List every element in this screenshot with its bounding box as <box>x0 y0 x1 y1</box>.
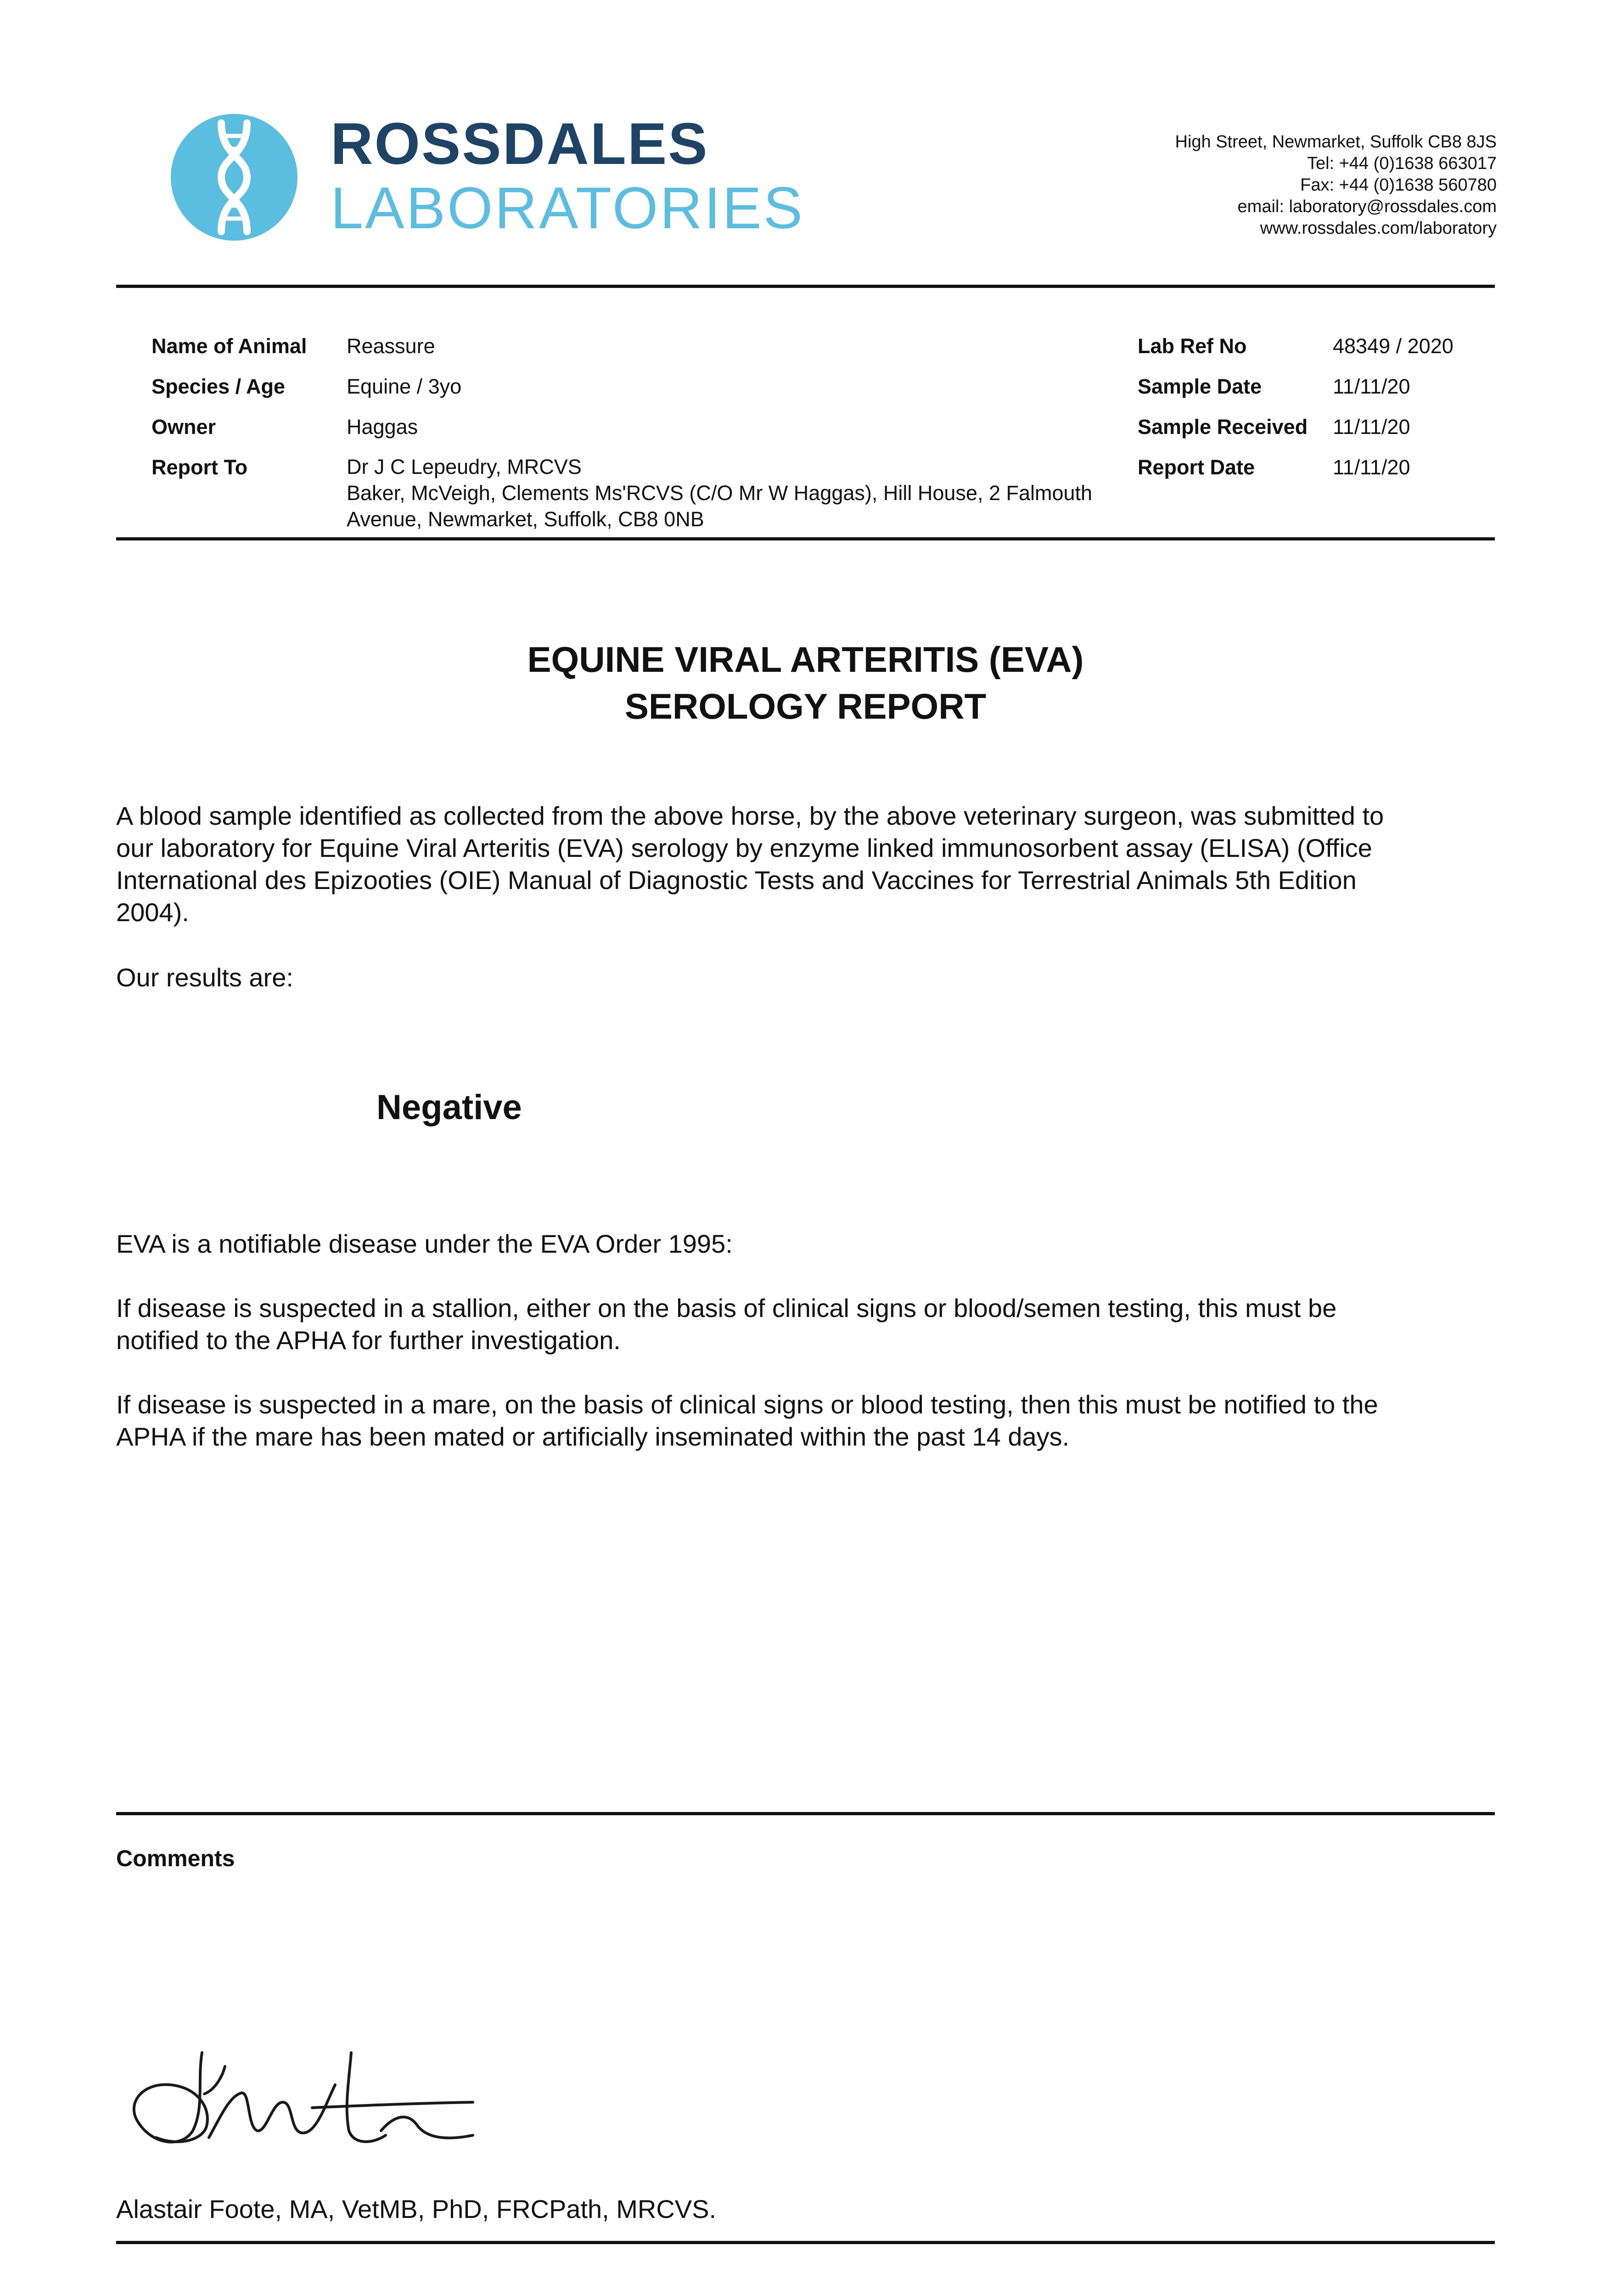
lab-address <box>1175 131 1497 239</box>
address-street: High Street, Newmarket, Suffolk CB8 8JS <box>1175 132 1497 152</box>
owner-value: Haggas <box>347 415 418 439</box>
stallion-paragraph <box>116 1292 1495 1356</box>
sample-received-label: Sample Received <box>1138 415 1308 439</box>
dna-helix-icon <box>170 113 298 242</box>
results-intro: Our results are: <box>116 963 293 992</box>
sample-received-value: 11/11/20 <box>1333 415 1410 439</box>
report-date-label: Report Date <box>1138 456 1255 479</box>
owner-label: Owner <box>152 415 216 439</box>
intro-line: International des Epizooties (OIE) Manual of Diagnostic Tests and Vaccines for Terrestrial Animals 5th Edition <box>116 866 1357 895</box>
notifiable-statement: EVA is a notifiable disease under the EVA Order 1995: <box>116 1229 733 1258</box>
lab-ref-label: Lab Ref No <box>1138 334 1247 358</box>
report-title-line: SEROLOGY REPORT <box>624 686 987 726</box>
report-to-label: Report To <box>152 456 248 479</box>
species-age-label: Species / Age <box>152 375 285 398</box>
signatory-name: Alastair Foote, MA, VetMB, PhD, FRCPath, MRCVS. <box>116 2195 717 2223</box>
report-to-value <box>347 454 1092 532</box>
intro-line: our laboratory for Equine Viral Arteritis (EVA) serology by enzyme linked immunosorbent assay (ELISA) (Office <box>116 833 1372 862</box>
address-fax: Fax: +44 (0)1638 560780 <box>1300 175 1497 195</box>
comments-label: Comments <box>116 1846 235 1871</box>
mare-line: If disease is suspected in a mare, on the basis of clinical signs or blood testing, then this must be notified to the <box>116 1390 1378 1419</box>
lab-ref-value: 48349 / 2020 <box>1333 334 1454 358</box>
info-divider <box>116 537 1495 540</box>
brand-subname: LABORATORIES <box>331 175 804 241</box>
intro-line: 2004). <box>116 898 189 927</box>
mare-paragraph <box>116 1389 1495 1453</box>
species-age-value: Equine / 3yo <box>347 375 462 398</box>
report-title <box>116 636 1495 730</box>
stallion-line: notified to the APHA for further investigation. <box>116 1326 621 1355</box>
address-email: email: laboratory@rossdales.com <box>1237 197 1497 216</box>
test-result: Negative <box>376 1088 522 1127</box>
stallion-line: If disease is suspected in a stallion, either on the basis of clinical signs or blood/semen testing, this must be <box>116 1294 1337 1322</box>
report-to-line: Avenue, Newmarket, Suffolk, CB8 0NB <box>347 507 704 531</box>
brand-name: ROSSDALES <box>331 111 709 177</box>
footer-divider <box>116 2241 1495 2244</box>
intro-line: A blood sample identified as collected from the above horse, by the above veterinary surgeon, was submitted to <box>116 801 1384 830</box>
header-divider <box>116 285 1495 288</box>
sample-date-value: 11/11/20 <box>1333 375 1410 398</box>
address-tel: Tel: +44 (0)1638 663017 <box>1307 154 1497 173</box>
address-website: www.rossdales.com/laboratory <box>1260 219 1497 238</box>
report-to-line: Dr J C Lepeudry, MRCVS <box>347 455 582 478</box>
report-title-line: EQUINE VIRAL ARTERITIS (EVA) <box>527 639 1084 680</box>
comments-divider <box>116 1812 1495 1815</box>
name-of-animal-value: Reassure <box>347 334 435 358</box>
signature-image <box>124 2039 477 2163</box>
name-of-animal-label: Name of Animal <box>152 334 307 358</box>
report-date-value: 11/11/20 <box>1333 456 1410 479</box>
intro-paragraph <box>116 800 1495 929</box>
sample-date-label: Sample Date <box>1138 375 1262 398</box>
mare-line: APHA if the mare has been mated or artificially inseminated within the past 14 days. <box>116 1422 1070 1451</box>
report-to-line: Baker, McVeigh, Clements Ms'RCVS (C/O Mr W Haggas), Hill House, 2 Falmouth <box>347 481 1093 505</box>
